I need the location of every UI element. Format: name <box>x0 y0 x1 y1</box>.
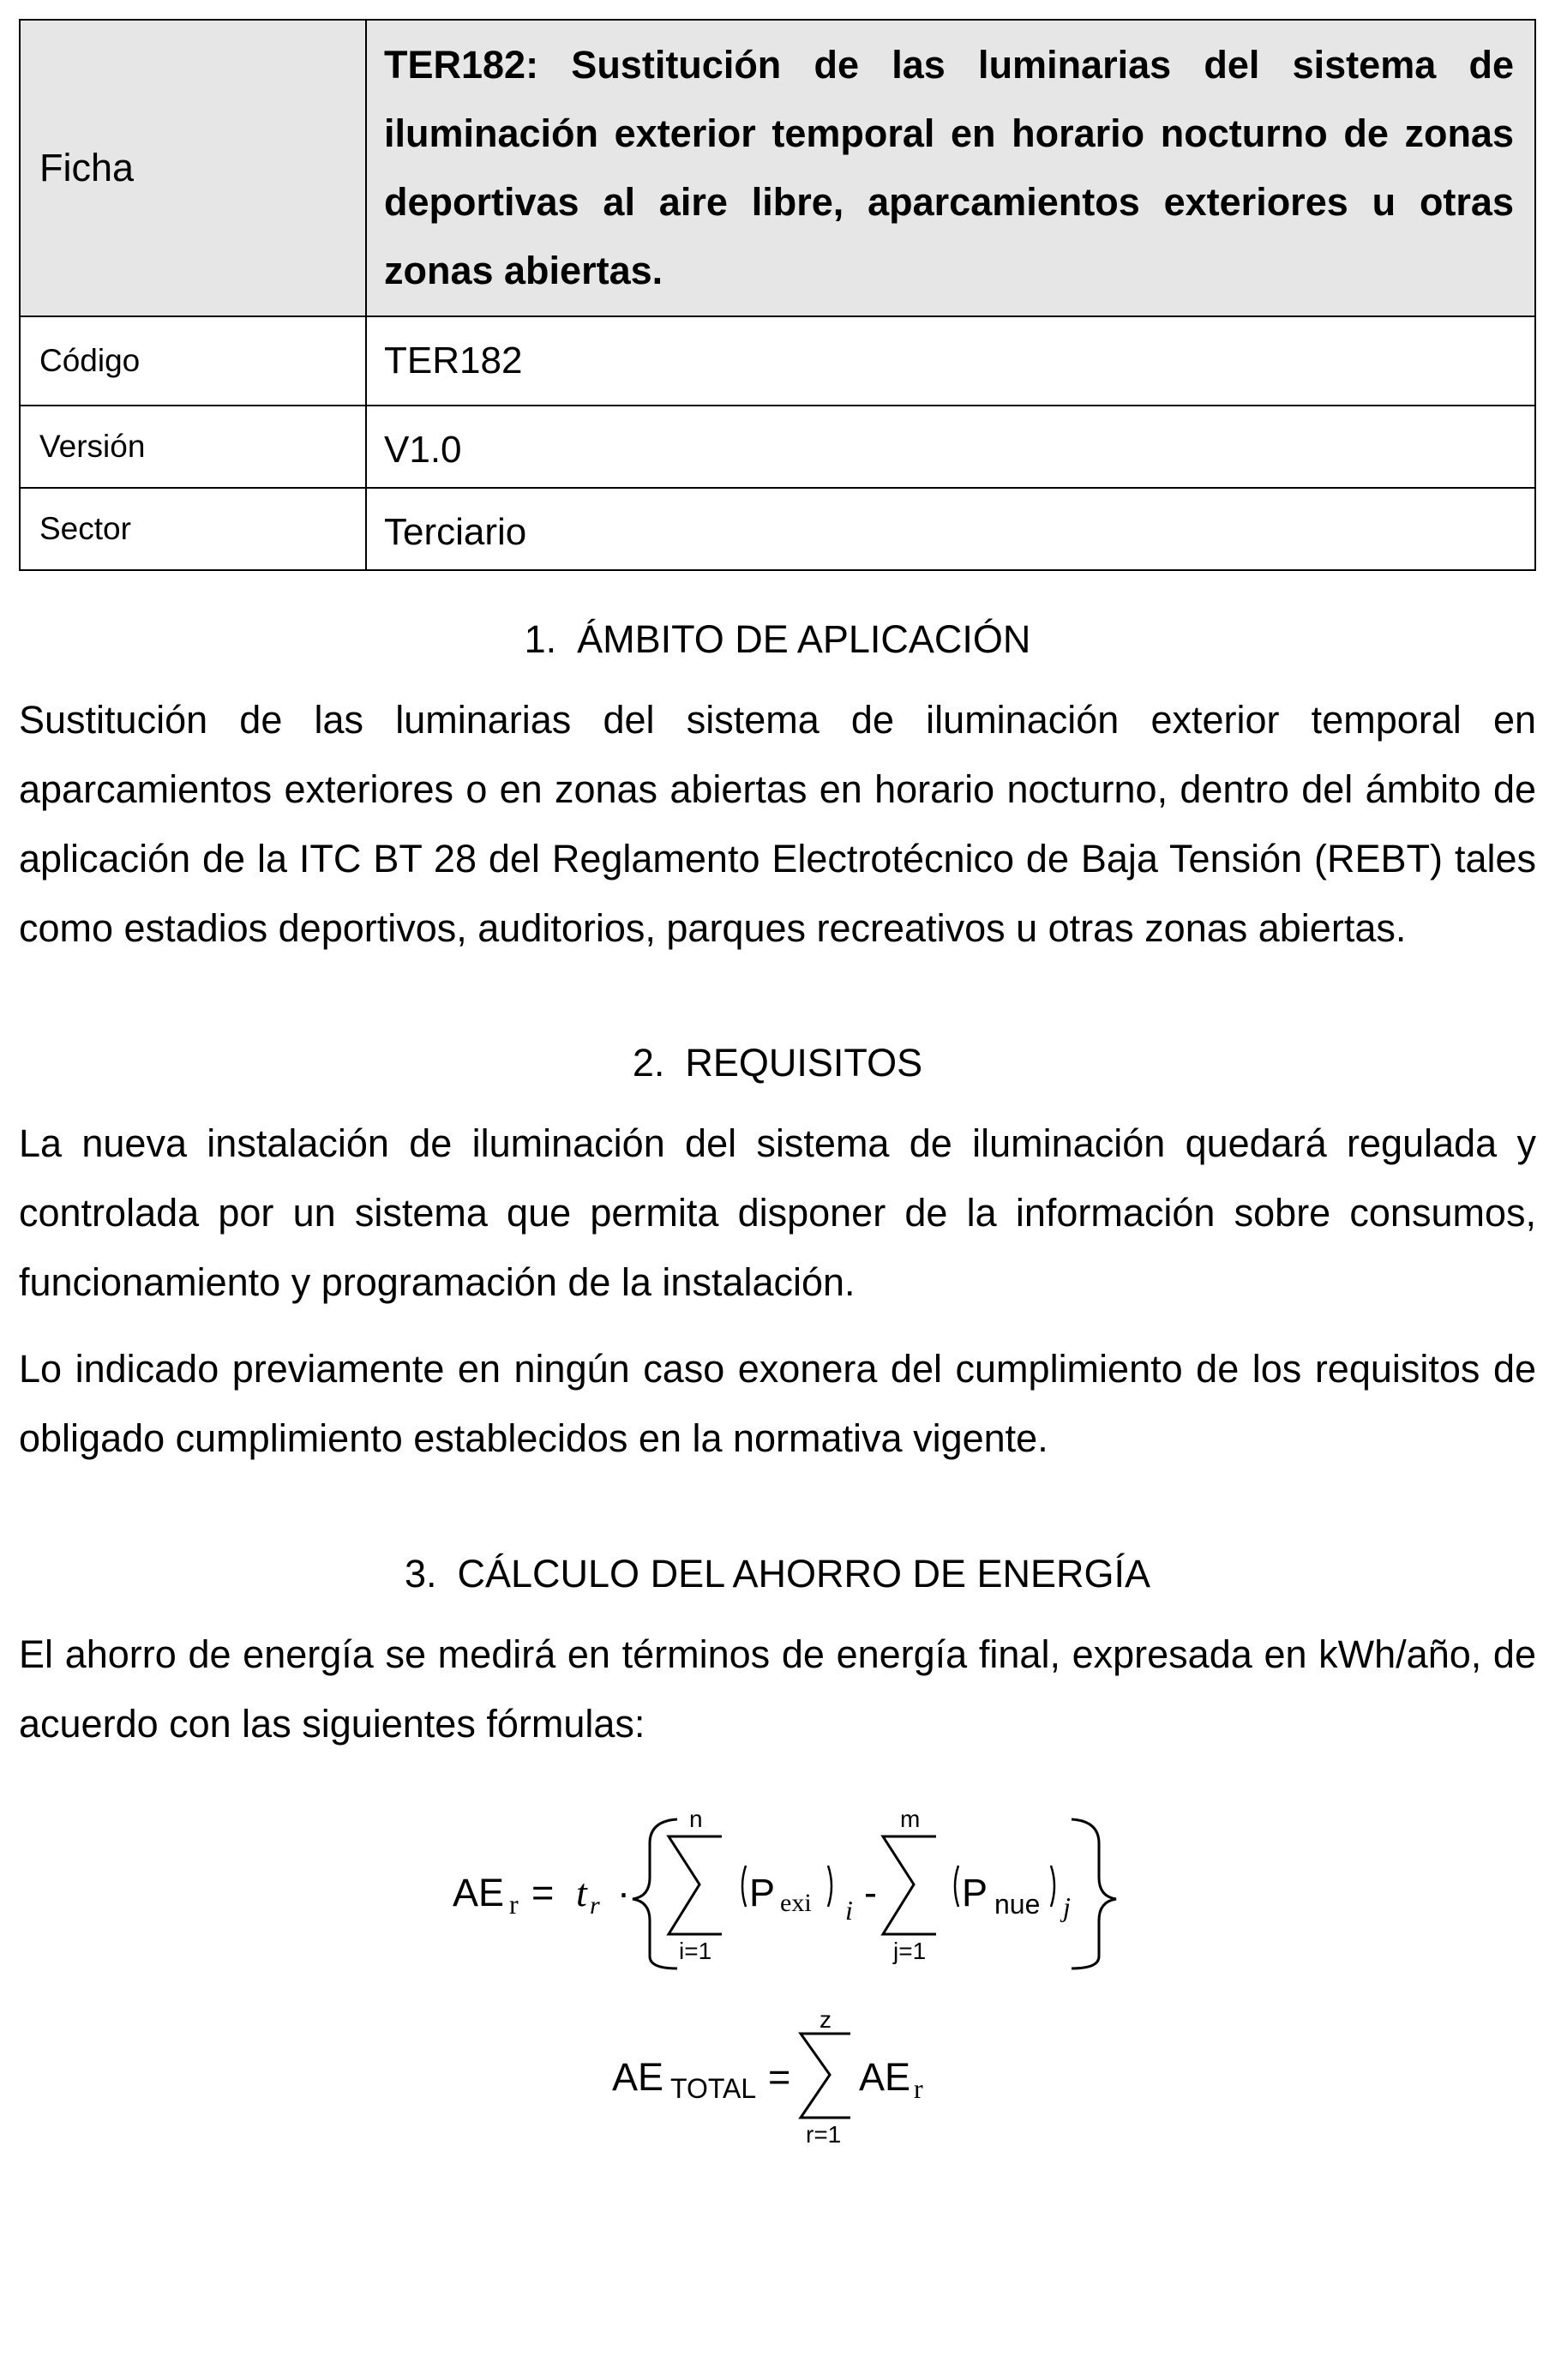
ficha-title: TER182: Sustitución de las luminarias del sistema de iluminación exterior temporal en horario nocturno de zonas deportivas al aire libre, aparcamientos exteriores u otras zonas abiertas. <box>366 20 1535 316</box>
close-paren-2-icon <box>1051 1866 1054 1907</box>
formula2-sum-top: z <box>820 2006 832 2033</box>
formula1-p2-sub: nue <box>994 1889 1041 1920</box>
section-2-number: 2. <box>632 1041 665 1085</box>
section-3-paragraph: El ahorro de energía se medirá en términos de energía final, expresada en kWh/año, de acuerdo con las siguientes fórmulas: <box>19 1632 1536 1746</box>
sector-value: Terciario <box>366 488 1535 570</box>
open-paren-1-icon <box>742 1866 746 1907</box>
codigo-value: TER182 <box>366 316 1535 406</box>
formula1-lhs: AE <box>453 1871 505 1914</box>
formula2-rhs: AE <box>859 2055 911 2099</box>
table-row <box>20 406 1535 488</box>
formula1-idx2: j <box>1063 1891 1071 1922</box>
section-2-paragraph-1: La nueva instalación de iluminación del sistema de iluminación quedará regulada y controlada por un sistema que permita disponer de la información sobre consumos, funcionamiento y programación de la instalación. <box>19 1121 1536 1304</box>
document-page <box>19 19 1536 1758</box>
codigo-label: Código <box>20 316 366 406</box>
formula2-rhs-sub: r <box>914 2073 923 2104</box>
formula2-equals: = <box>768 2055 791 2099</box>
formula1-t-sub: r <box>590 1891 600 1920</box>
section-1-heading <box>19 616 1536 664</box>
section-3-heading <box>19 1550 1536 1598</box>
formula1-equals: = <box>531 1871 555 1914</box>
ficha-header-row <box>20 20 1535 316</box>
section-2-paragraph-2: Lo indicado previamente en ningún caso exonera del cumplimiento de los requisitos de obligado cumplimiento establecidos en la normativa vigente. <box>19 1347 1536 1460</box>
formula1-lhs-sub: r <box>509 1889 519 1920</box>
version-value: V1.0 <box>366 406 1535 488</box>
section-1-number: 1. <box>524 617 557 661</box>
formula1-sum2-top: m <box>900 1806 921 1832</box>
formula1-p1-sub: exi <box>780 1889 812 1917</box>
section-3-title: CÁLCULO DEL AHORRO DE ENERGÍA <box>457 1552 1151 1596</box>
section-1-paragraph: Sustitución de las luminarias del sistema de iluminación exterior temporal en aparcamientos exteriores o en zonas abiertas en horario nocturno, dentro del ámbito de aplicación de la ITC BT 28 del Reglamento Electrotécnico de Baja Tensión (REBT) tales como estadios deportivos, auditorios, parques recreativos u otras zonas abiertas. <box>19 698 1536 950</box>
formula2-lhs-sub: TOTAL <box>670 2073 757 2104</box>
section-1-title: ÁMBITO DE APLICACIÓN <box>577 617 1031 661</box>
section-2-heading <box>19 1039 1536 1087</box>
section-2-title: REQUISITOS <box>685 1041 923 1085</box>
sector-label: Sector <box>20 488 366 570</box>
sigma-1-icon <box>669 1836 722 1934</box>
formula1-sum2-bottom: j=1 <box>893 1938 927 1964</box>
table-row <box>20 316 1535 406</box>
ficha-table <box>19 19 1536 571</box>
close-paren-1-icon <box>828 1866 832 1907</box>
formula1-p1: P <box>749 1871 776 1914</box>
right-brace-icon <box>1072 1819 1116 1968</box>
formula1-minus: - <box>864 1871 877 1914</box>
section-3-number: 3. <box>404 1552 437 1596</box>
sigma-3-icon <box>801 2034 850 2118</box>
formula1-sum1-top: n <box>689 1806 703 1832</box>
formula1-t: t <box>576 1871 587 1914</box>
sigma-2-icon <box>883 1836 936 1934</box>
formula1-p2: P <box>962 1871 988 1914</box>
open-paren-2-icon <box>955 1866 958 1907</box>
formula1-dot: · <box>617 1871 630 1914</box>
formula2-lhs: AE <box>612 2055 664 2099</box>
version-label: Versión <box>20 406 366 488</box>
left-brace-icon <box>633 1819 677 1968</box>
formula1-idx1: i <box>845 1895 853 1926</box>
formula2-sum-bottom: r=1 <box>806 2121 842 2148</box>
ficha-label: Ficha <box>20 20 366 316</box>
formula1-sum1-bottom: i=1 <box>679 1938 712 1964</box>
table-row <box>20 488 1535 570</box>
